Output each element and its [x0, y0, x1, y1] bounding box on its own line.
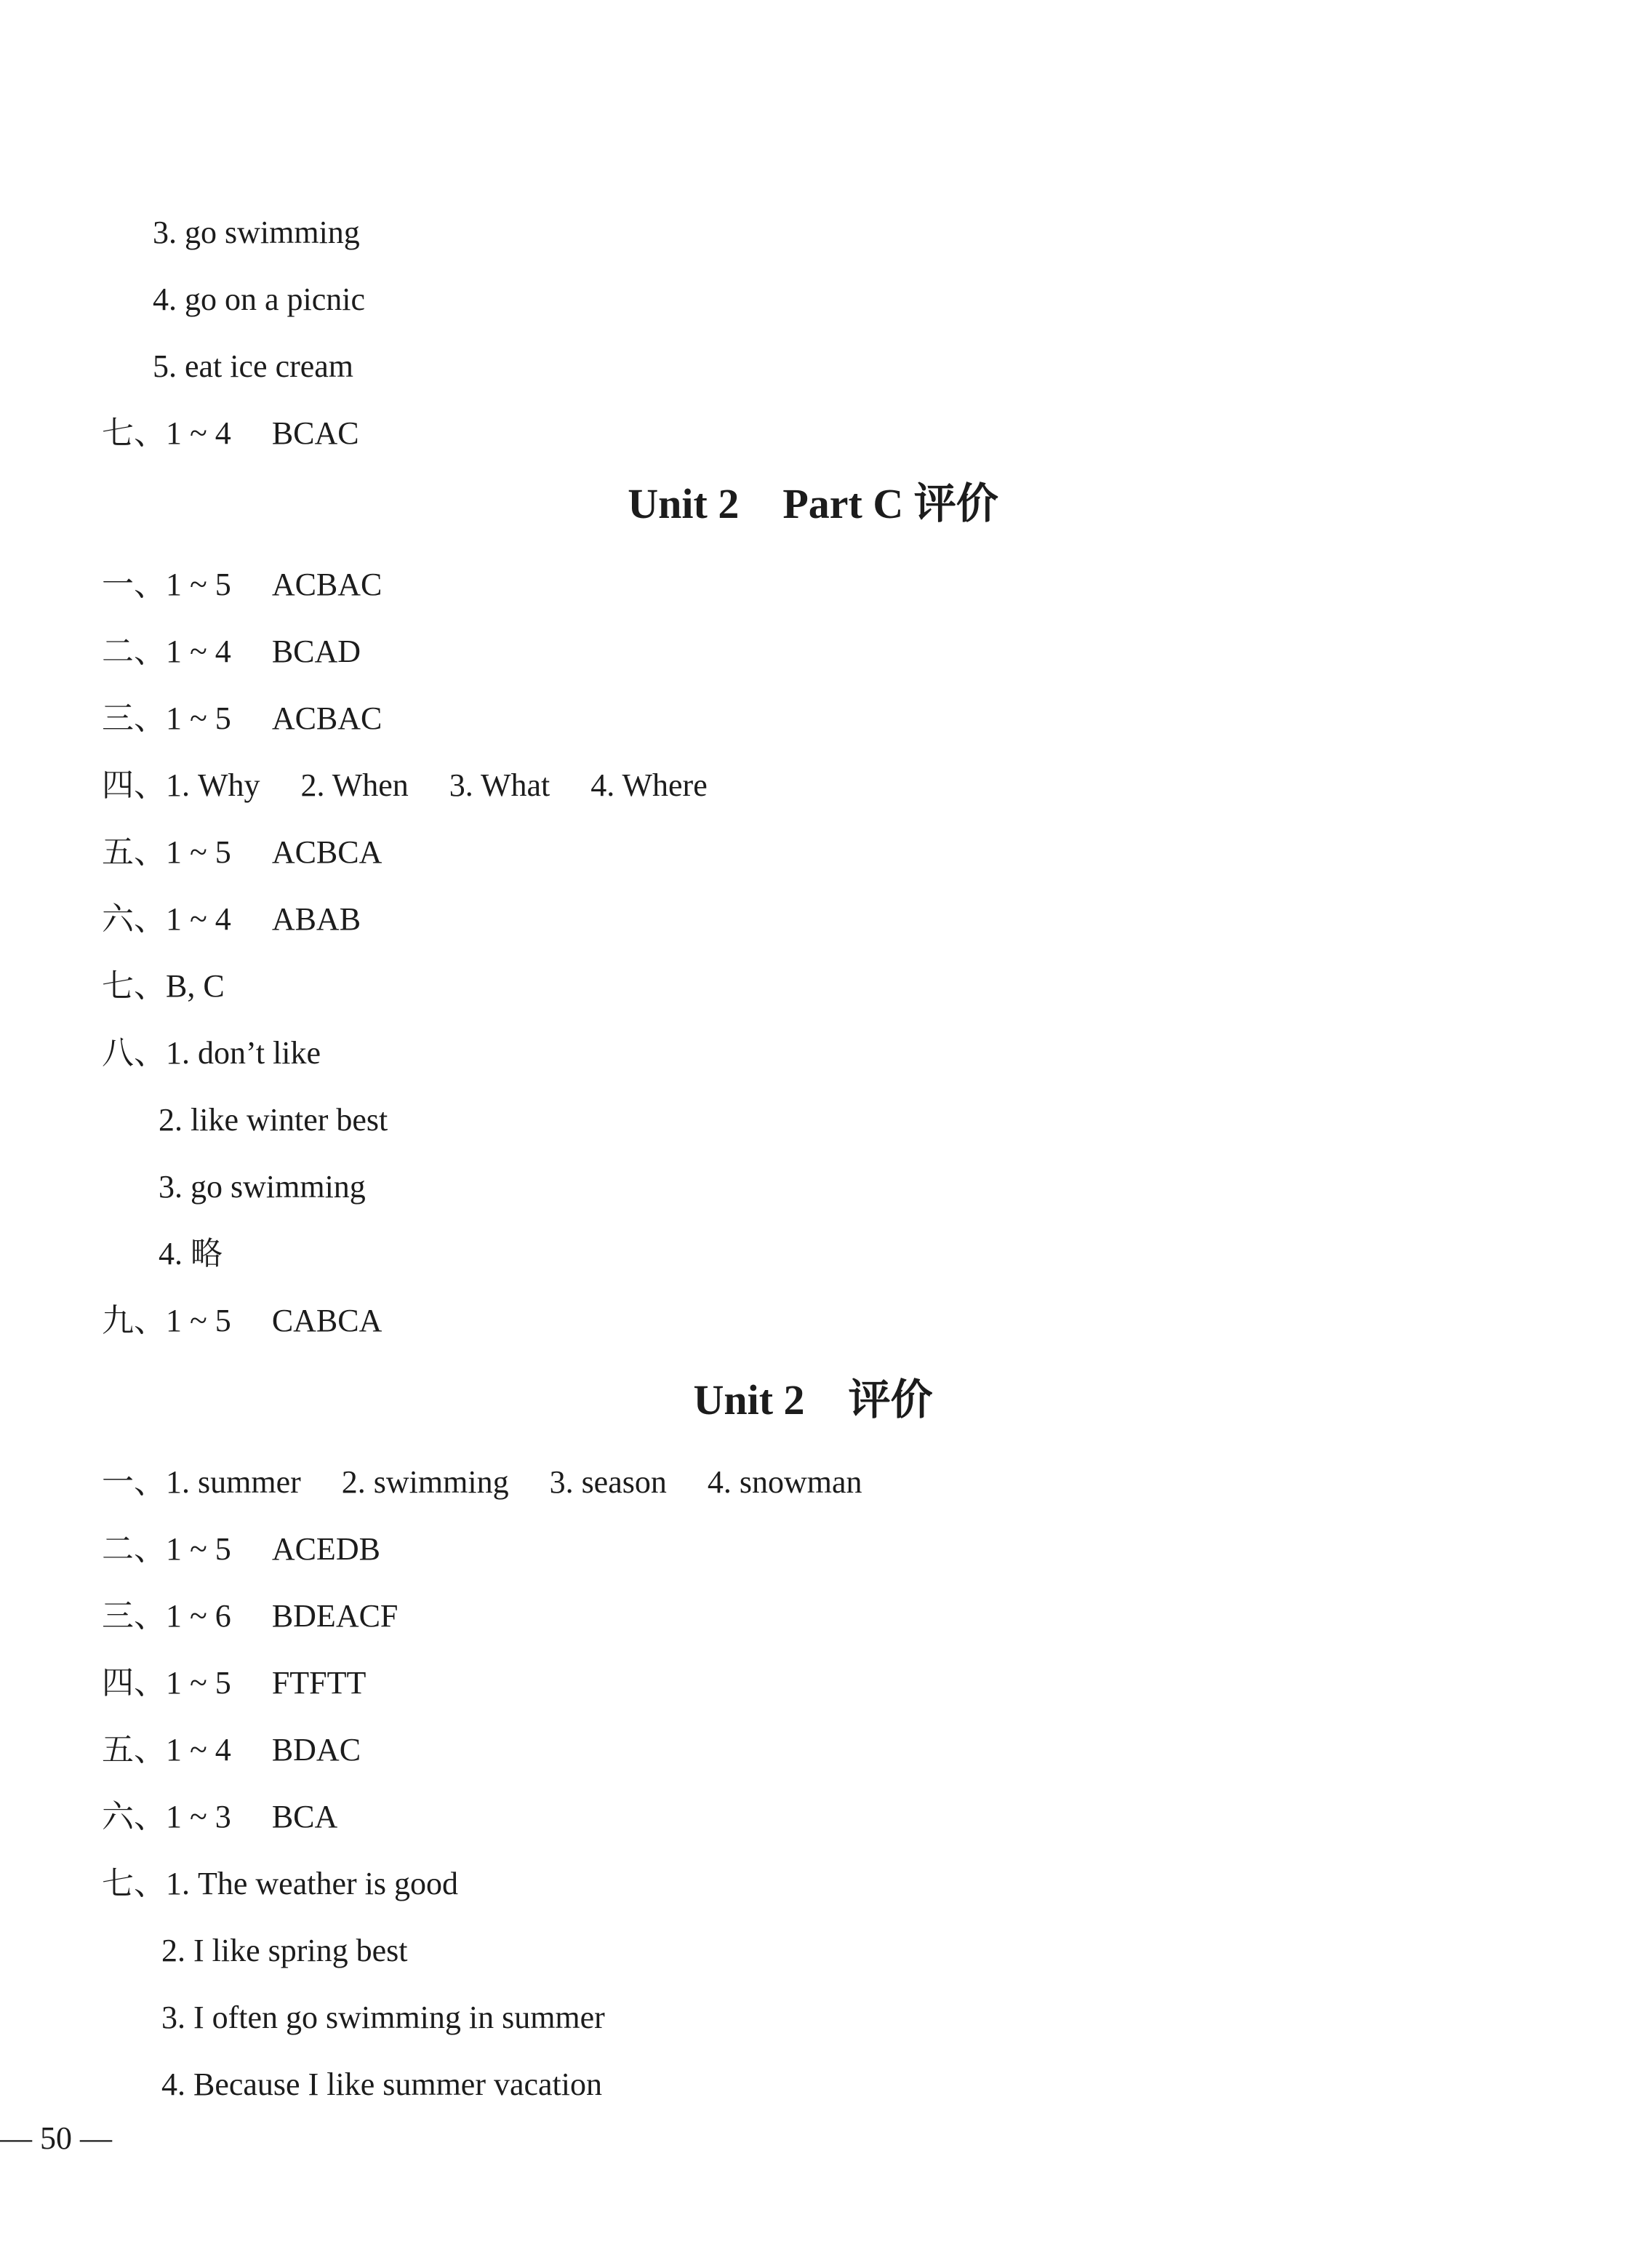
answer-row: 八、1. don’t like	[102, 1035, 321, 1071]
list-item: 5. eat ice cream	[153, 348, 354, 384]
answer-row: 三、1 ~ 6 BDEACF	[102, 1598, 399, 1634]
answer-row: 五、1 ~ 5 ACBCA	[102, 834, 383, 870]
answer-row: 四、1 ~ 5 FTFTT	[102, 1665, 367, 1701]
answer-row: 一、1 ~ 5 ACBAC	[102, 567, 383, 602]
list-item: 4. go on a picnic	[153, 281, 366, 317]
page-number: — 50 —	[0, 2120, 112, 2156]
list-item: 2. I like spring best	[161, 1933, 408, 1968]
answer-row: 一、1. summer 2. swimming 3. season 4. snowman	[102, 1464, 862, 1500]
answer-row: 四、1. Why 2. When 3. What 4. Where	[102, 767, 708, 803]
list-item: 4. 略	[159, 1236, 223, 1271]
answer-row: 二、1 ~ 4 BCAD	[102, 634, 361, 669]
answer-row: 二、1 ~ 5 ACEDB	[102, 1531, 380, 1567]
list-item: 3. go swimming	[159, 1169, 366, 1205]
list-item: 4. Because I like summer vacation	[161, 2067, 603, 2102]
list-item: 3. go swimming	[153, 215, 360, 250]
section-heading: Unit 2 Part C 评价	[628, 480, 998, 527]
answer-row: 六、1 ~ 3 BCA	[102, 1799, 338, 1834]
list-item: 2. like winter best	[159, 1102, 388, 1138]
answer-row: 九、1 ~ 5 CABCA	[102, 1303, 383, 1338]
answer-row: 三、1 ~ 5 ACBAC	[102, 700, 383, 736]
section-heading: Unit 2 评价	[693, 1376, 933, 1424]
answer-row: 七、B, C	[102, 968, 225, 1004]
answer-row: 七、1. The weather is good	[102, 1866, 458, 1901]
list-item: 3. I often go swimming in summer	[161, 2000, 605, 2035]
answer-row: 五、1 ~ 4 BDAC	[102, 1732, 361, 1768]
answer-row: 六、1 ~ 4 ABAB	[102, 901, 361, 937]
answer-row: 七、1 ~ 4 BCAC	[102, 415, 359, 451]
